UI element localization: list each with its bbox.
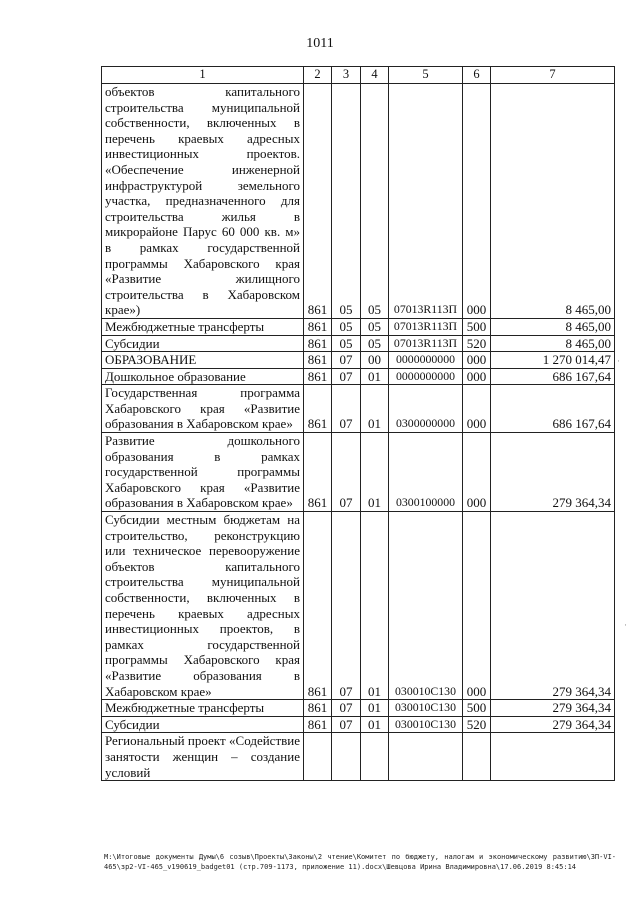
scan-mark: ·: [617, 356, 620, 366]
row-amount-cell: 1 270 014,47: [491, 352, 615, 369]
row-amount-cell: 8 465,00: [491, 335, 615, 352]
row-expense-type-cell: 000: [463, 84, 491, 319]
table-row: [102, 700, 615, 717]
row-name-cell: Развитие дошкольного образования в рамках государственной программы Хабаровского края «Развитие образования в Хабаровском крае»: [102, 433, 304, 512]
row-expense-type-cell: 000: [463, 352, 491, 369]
table-row: [102, 385, 615, 433]
row-amount-cell: 279 364,34: [491, 716, 615, 733]
header-col-4: 4: [361, 67, 389, 84]
row-target-article-cell: 030010С130: [389, 512, 463, 700]
row-grbs-cell: 861: [304, 368, 332, 385]
row-section-cell: 07: [332, 700, 361, 717]
row-expense-type-cell: 000: [463, 433, 491, 512]
row-subsection-cell: 05: [361, 84, 389, 319]
table-body: [102, 84, 615, 781]
row-target-article-cell: 0300100000: [389, 433, 463, 512]
row-expense-type-cell: 000: [463, 385, 491, 433]
row-expense-type-cell: 000: [463, 512, 491, 700]
row-subsection-cell: 01: [361, 368, 389, 385]
row-target-article-cell: 07013R113П: [389, 318, 463, 335]
row-grbs-cell: 861: [304, 318, 332, 335]
row-target-article-cell: 030010С130: [389, 700, 463, 717]
row-grbs-cell: 861: [304, 84, 332, 319]
row-expense-type-cell: 500: [463, 318, 491, 335]
row-section-cell: [332, 733, 361, 781]
scan-mark: ·: [624, 620, 627, 630]
row-section-cell: 07: [332, 512, 361, 700]
header-col-6: 6: [463, 67, 491, 84]
row-target-article-cell: 07013R113П: [389, 84, 463, 319]
table-row: [102, 512, 615, 700]
row-name-cell: ОБРАЗОВАНИЕ: [102, 352, 304, 369]
row-name-cell: Межбюджетные трансферты: [102, 700, 304, 717]
row-subsection-cell: 05: [361, 335, 389, 352]
table-row: [102, 368, 615, 385]
table-row: [102, 733, 615, 781]
row-section-cell: 05: [332, 335, 361, 352]
row-section-cell: 07: [332, 352, 361, 369]
row-grbs-cell: 861: [304, 433, 332, 512]
row-target-article-cell: 0300000000: [389, 385, 463, 433]
table-row: [102, 716, 615, 733]
row-target-article-cell: 0000000000: [389, 352, 463, 369]
row-amount-cell: 8 465,00: [491, 84, 615, 319]
row-amount-cell: 279 364,34: [491, 700, 615, 717]
row-subsection-cell: 00: [361, 352, 389, 369]
file-path-footer: M:\Итоговые документы Думы\6 созыв\Проекты\Законы\2 чтение\Комитет по бюджету, налогам и экономическому развитию\ЗП-VI-465\зр2-VI-465_v190619_badget01 (стр.709-1173, приложение 11).docx\Шевцова Ирина Владимировна\17.06.2019 8:45:14: [104, 853, 616, 871]
row-grbs-cell: 861: [304, 716, 332, 733]
row-subsection-cell: 01: [361, 512, 389, 700]
row-section-cell: 07: [332, 368, 361, 385]
row-expense-type-cell: 520: [463, 716, 491, 733]
row-amount-cell: 279 364,34: [491, 433, 615, 512]
header-col-3: 3: [332, 67, 361, 84]
row-name-cell: Государственная программа Хабаровского края «Развитие образования в Хабаровском крае»: [102, 385, 304, 433]
row-section-cell: 07: [332, 433, 361, 512]
row-target-article-cell: 030010С130: [389, 716, 463, 733]
row-grbs-cell: 861: [304, 512, 332, 700]
row-amount-cell: 686 167,64: [491, 385, 615, 433]
table-row: [102, 433, 615, 512]
row-name-cell: объектов капитального строительства муниципальной собственности, включенных в перечень краевых адресных инвестиционных проектов. «Обеспечение инженерной инфраструктурой земельного участка, предназначенного для строительства жилья в микрорайоне Парус 60 000 кв. м» в рамках государственной программы Хабаровского края «Развитие жилищного строительства в Хабаровском крае»): [102, 84, 304, 319]
row-subsection-cell: [361, 733, 389, 781]
row-target-article-cell: [389, 733, 463, 781]
row-amount-cell: 686 167,64: [491, 368, 615, 385]
table-header-row: [102, 67, 615, 84]
row-grbs-cell: 861: [304, 700, 332, 717]
row-expense-type-cell: 000: [463, 368, 491, 385]
row-name-cell: Субсидии: [102, 716, 304, 733]
header-col-5: 5: [389, 67, 463, 84]
row-subsection-cell: 01: [361, 385, 389, 433]
row-subsection-cell: 05: [361, 318, 389, 335]
row-expense-type-cell: [463, 733, 491, 781]
budget-table: [101, 66, 615, 781]
header-col-7: 7: [491, 67, 615, 84]
row-name-cell: Региональный проект «Содействие занятости женщин – создание условий: [102, 733, 304, 781]
row-expense-type-cell: 500: [463, 700, 491, 717]
row-name-cell: Субсидии: [102, 335, 304, 352]
row-subsection-cell: 01: [361, 700, 389, 717]
row-grbs-cell: 861: [304, 335, 332, 352]
row-subsection-cell: 01: [361, 716, 389, 733]
header-col-1: 1: [102, 67, 304, 84]
table-row: [102, 84, 615, 319]
row-section-cell: 07: [332, 385, 361, 433]
row-name-cell: Субсидии местным бюджетам на строительство, реконструкцию или техническое перевооружение объектов капитального строительства муниципальной собственности, включенных в перечень краевых адресных инвестиционных проектов, в рамках государственной программы Хабаровского края «Развитие образования в Хабаровском крае»: [102, 512, 304, 700]
row-grbs-cell: [304, 733, 332, 781]
table-row: [102, 335, 615, 352]
row-grbs-cell: 861: [304, 352, 332, 369]
header-col-2: 2: [304, 67, 332, 84]
table-row: [102, 352, 615, 369]
row-expense-type-cell: 520: [463, 335, 491, 352]
row-section-cell: 07: [332, 716, 361, 733]
row-name-cell: Межбюджетные трансферты: [102, 318, 304, 335]
page-number: 1011: [306, 36, 334, 51]
row-subsection-cell: 01: [361, 433, 389, 512]
row-amount-cell: [491, 733, 615, 781]
row-amount-cell: 279 364,34: [491, 512, 615, 700]
row-amount-cell: 8 465,00: [491, 318, 615, 335]
row-grbs-cell: 861: [304, 385, 332, 433]
row-name-cell: Дошкольное образование: [102, 368, 304, 385]
table-row: [102, 318, 615, 335]
row-section-cell: 05: [332, 318, 361, 335]
row-section-cell: 05: [332, 84, 361, 319]
row-target-article-cell: 0000000000: [389, 368, 463, 385]
row-target-article-cell: 07013R113П: [389, 335, 463, 352]
